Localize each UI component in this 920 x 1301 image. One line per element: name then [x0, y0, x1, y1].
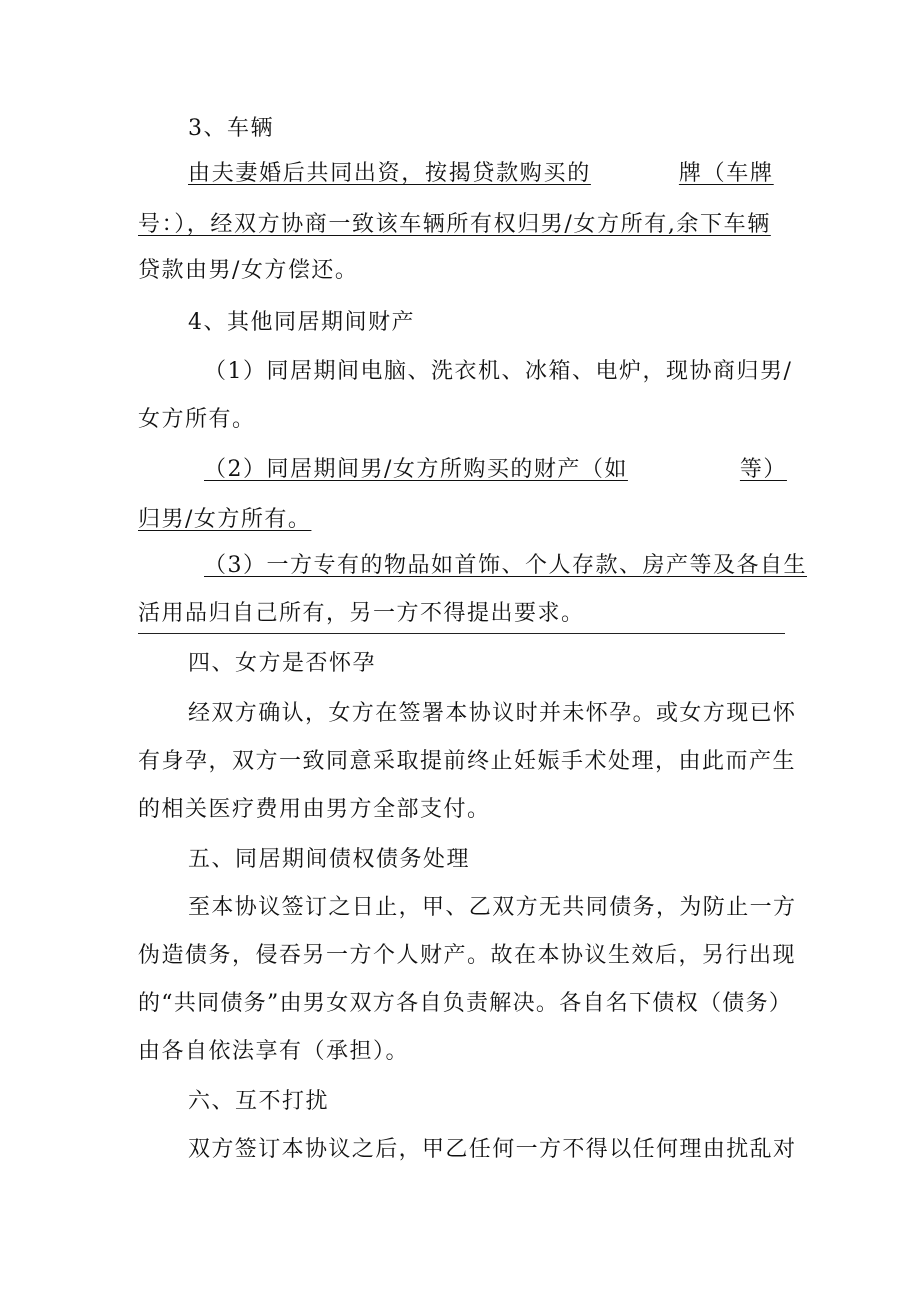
debts-line-4: 由各自依法享有（承担）。 [138, 1039, 410, 1064]
brand-blank [591, 159, 679, 189]
pregnancy-line-3: 的相关医疗费用由男方全部支付。 [138, 797, 491, 822]
other-property-item-2-line-2: 归男/女方所有。 [138, 507, 312, 532]
section-heading-vehicle: 3、车辆 [188, 116, 274, 141]
item-2-text-b: 等） [739, 457, 787, 482]
section-heading-debts: 五、同居期间债权债务处理 [188, 847, 471, 872]
section-divider [138, 633, 785, 634]
vehicle-text-2: 号：），经双方协商一致该车辆所有权归男/女方所有,余下车辆 [138, 212, 771, 237]
section-heading-other-property: 4、其他同居期间财产 [188, 310, 415, 335]
vehicle-line-3: 贷款由男/女方偿还。 [138, 258, 359, 283]
vehicle-text-1b: 牌（车牌 [678, 161, 774, 186]
other-property-item-1-line-2: 女方所有。 [138, 407, 256, 432]
item-2-text-a: （2）同居期间男/女方所购买的财产（如 [204, 457, 628, 482]
pregnancy-line-2: 有身孕，双方一致同意采取提前终止妊娠手术处理，由此而产生 [138, 749, 797, 774]
other-property-item-3-line-1: （3）一方专有的物品如首饰、个人存款、房产等及各自生 [204, 553, 807, 578]
debts-line-2: 伪造债务，侵吞另一方个人财产。故在本协议生效后，另行出现 [138, 943, 797, 968]
debts-line-3: 的“共同债务”由男女双方各自负责解决。各自名下债权（债务） [138, 991, 793, 1016]
other-property-item-1-line-1: （1）同居期间电脑、洗衣机、冰箱、电炉，现协商归男/ [204, 359, 793, 384]
other-property-item-3-line-2: 活用品归自己所有，另一方不得提出要求。 [138, 601, 585, 626]
vehicle-line-2 [138, 210, 771, 240]
no-disturb-line-1: 双方签订本协议之后，甲乙任何一方不得以任何理由扰乱对 [188, 1137, 797, 1162]
section-heading-pregnancy: 四、女方是否怀孕 [188, 651, 377, 676]
vehicle-text-1a: 由夫妻婚后共同出资，按揭贷款购买的 [188, 161, 591, 186]
section-heading-no-disturb: 六、互不打扰 [188, 1089, 330, 1114]
other-property-item-2-line-1 [204, 455, 787, 485]
debts-line-1: 至本协议签订之日止，甲、乙双方无共同债务，为防止一方 [188, 895, 797, 920]
pregnancy-line-1: 经双方确认，女方在签署本协议时并未怀孕。或女方现已怀 [188, 701, 797, 726]
item-2-blank [628, 455, 740, 485]
vehicle-line-1 [188, 159, 774, 189]
